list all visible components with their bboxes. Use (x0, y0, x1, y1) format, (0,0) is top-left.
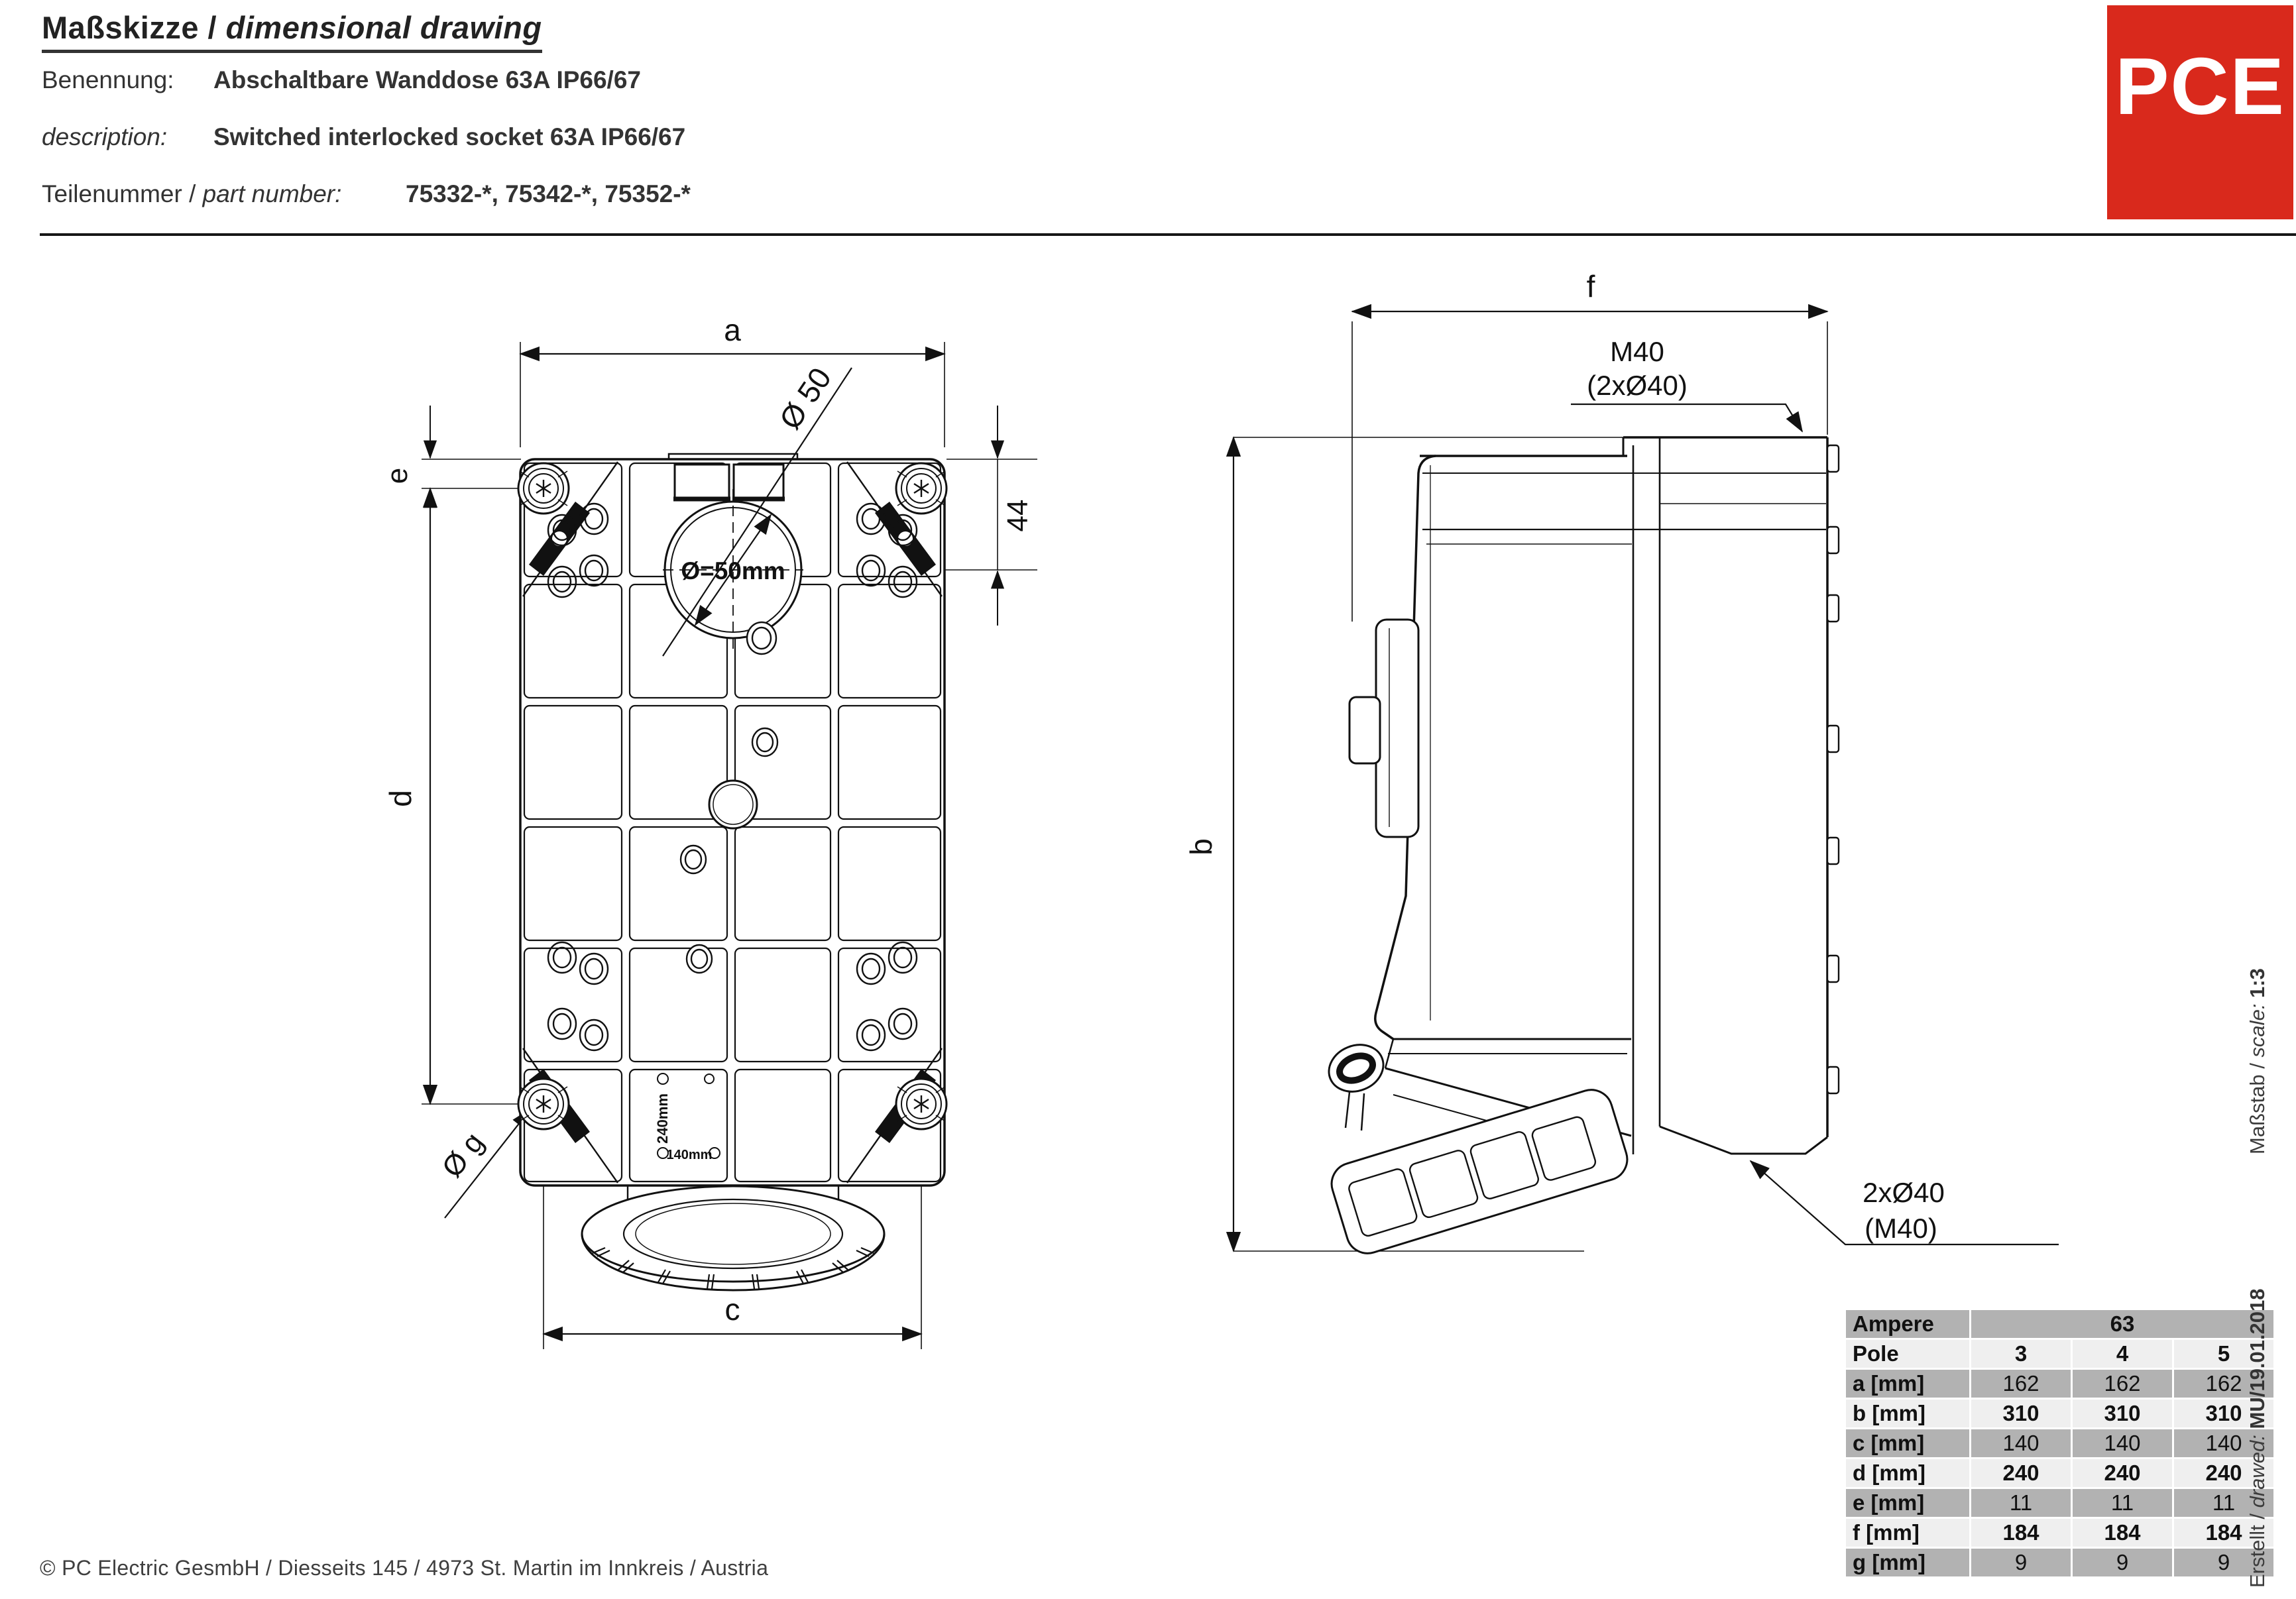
row-value: 9 (2174, 1549, 2273, 1576)
row-value: 162 (1971, 1370, 2071, 1398)
created-label-en: drawed: (2246, 1435, 2269, 1508)
dim-label-44: 44 (1002, 499, 1034, 532)
row-label: d [mm] (1846, 1459, 1969, 1487)
dim-label-d: d (383, 790, 418, 807)
row-value: 310 (2073, 1400, 2172, 1427)
scale-label-de: Maßstab / (2246, 1057, 2269, 1154)
dimensions-table (1844, 1308, 2275, 1578)
front-dim-e (381, 406, 430, 542)
row-value: 310 (2174, 1400, 2273, 1427)
row-label: f [mm] (1846, 1519, 1969, 1547)
row-value: 184 (2073, 1519, 2172, 1547)
row-value: 184 (2174, 1519, 2273, 1547)
table-row-e (1846, 1489, 2273, 1517)
pole-value: 5 (2174, 1340, 2273, 1368)
part-number-value: 75332-*, 75342-*, 75352-* (406, 180, 691, 207)
ampere-value: 63 (1971, 1310, 2273, 1338)
copyright-footer: © PC Electric GesmbH / Diesseits 145 / 4973 St. Martin im Innkreis / Austria (40, 1556, 769, 1580)
pole-value: 4 (2073, 1340, 2172, 1368)
table-row-c (1846, 1429, 2273, 1457)
front-gland-leader (435, 1109, 530, 1218)
description-value: Switched interlocked socket 63A IP66/67 (213, 123, 686, 150)
dim-label-e: e (381, 467, 414, 484)
row-value: 140 (2073, 1429, 2172, 1457)
gland-label: Ø g (435, 1127, 490, 1184)
side-dim-b (1184, 437, 1234, 1251)
row-value: 310 (1971, 1400, 2071, 1427)
knockout-size-text: Ø=50mm (681, 557, 785, 584)
scale-annotation (2246, 968, 2269, 1154)
side-dim-f (1352, 269, 1827, 311)
side-socket-outlet (1322, 1037, 1633, 1259)
bottom-entry-line2: (M40) (1865, 1213, 1937, 1244)
created-value: MU/19.01.2018 (2246, 1288, 2269, 1435)
pole-label: Pole (1846, 1340, 1969, 1368)
created-annotation (2246, 1289, 2269, 1588)
table-row-ampere (1846, 1310, 2273, 1338)
table-row-pole (1846, 1340, 2273, 1368)
pce-logo-text: PCE (2115, 41, 2285, 131)
screw (896, 1079, 947, 1129)
page-title-en: dimensional drawing (217, 10, 542, 45)
screw (896, 463, 947, 514)
row-value: 140 (2174, 1429, 2273, 1457)
part-number-label-en: part number: (202, 180, 342, 207)
table-row-d (1846, 1459, 2273, 1487)
row-value: 240 (1971, 1459, 2071, 1487)
side-switch-knob (1349, 620, 1418, 837)
row-value: 9 (2073, 1549, 2172, 1576)
benennung-label: Benennung: (42, 66, 174, 93)
side-top-entry-label (1571, 336, 1802, 431)
front-view (381, 313, 1037, 1349)
table-row-f (1846, 1519, 2273, 1547)
row-value: 184 (1971, 1519, 2071, 1547)
ampere-label: Ampere (1846, 1310, 1969, 1338)
row-value: 11 (2174, 1489, 2273, 1517)
row-value: 162 (2174, 1370, 2273, 1398)
row-label: g [mm] (1846, 1549, 1969, 1576)
front-dim-c (544, 1292, 921, 1334)
scale-label-en: scale: (2246, 1003, 2269, 1058)
table-row-a (1846, 1370, 2273, 1398)
fixing-vertical-label: 240mm (654, 1093, 671, 1144)
pole-value: 3 (1971, 1340, 2071, 1368)
row-value: 240 (2073, 1459, 2172, 1487)
row-label: b [mm] (1846, 1400, 1969, 1427)
benennung-value: Abschaltbare Wanddose 63A IP66/67 (213, 66, 641, 93)
dim-label-f: f (1586, 269, 1595, 303)
page-title-de: Maßskizze / (42, 10, 217, 45)
front-dim-44 (998, 406, 1034, 626)
socket-hinge-eyelet (1322, 1037, 1390, 1100)
screw (518, 463, 569, 514)
front-knockout-windows (673, 465, 785, 499)
part-number-label-de: Teilenummer / (42, 180, 203, 207)
row-value: 140 (1971, 1429, 2071, 1457)
side-lid-clips (1827, 445, 1839, 1093)
top-entry-line1: M40 (1610, 336, 1664, 367)
side-view (1184, 269, 2059, 1258)
row-label: c [mm] (1846, 1429, 1969, 1457)
bottom-entry-line1: 2xØ40 (1863, 1177, 1945, 1208)
front-dim-a (520, 313, 945, 354)
row-value: 162 (2073, 1370, 2172, 1398)
side-body (1375, 437, 1827, 1154)
dim-label-b: b (1184, 838, 1218, 855)
front-collar-ring (582, 1185, 884, 1290)
side-bottom-entry-label (1751, 1161, 2059, 1244)
socket-locking-ring (1326, 1085, 1633, 1259)
knockout-dia-label: Ø 50 (772, 361, 838, 435)
fixing-horizontal-label: 140mm (666, 1148, 713, 1162)
description-label: description: (42, 123, 168, 150)
table-row-g (1846, 1549, 2273, 1576)
created-label-de: Erstellt / (2246, 1508, 2269, 1588)
row-value: 240 (2174, 1459, 2273, 1487)
front-dim-d (383, 488, 430, 1104)
top-entry-line2: (2xØ40) (1587, 370, 1688, 401)
row-value: 11 (2073, 1489, 2172, 1517)
dim-label-a: a (724, 313, 741, 347)
dim-label-c: c (724, 1292, 740, 1327)
row-label: e [mm] (1846, 1489, 1969, 1517)
row-value: 9 (1971, 1549, 2071, 1576)
scale-value: 1:3 (2246, 968, 2269, 1004)
screw (518, 1079, 569, 1129)
row-label: a [mm] (1846, 1370, 1969, 1398)
table-row-b (1846, 1400, 2273, 1427)
row-value: 11 (1971, 1489, 2071, 1517)
